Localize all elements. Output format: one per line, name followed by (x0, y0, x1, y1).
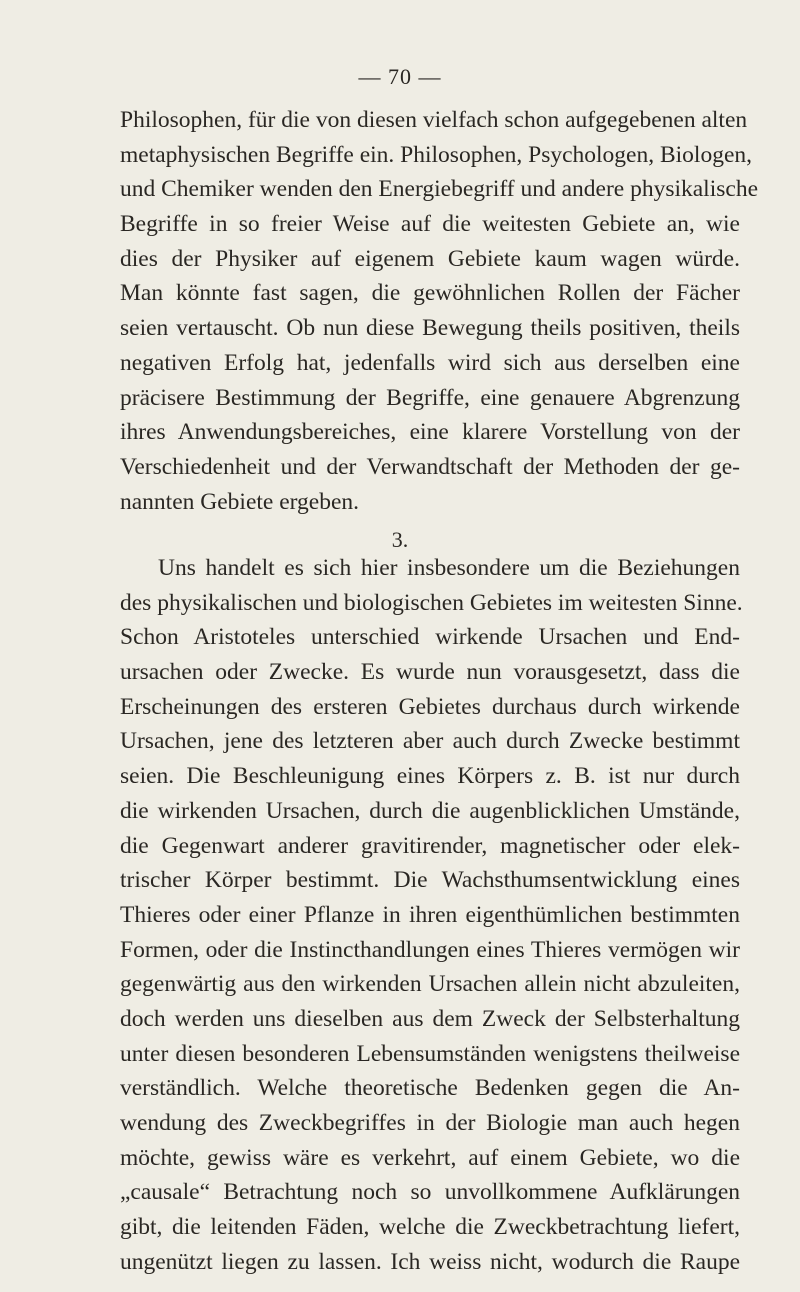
text-line: „causale“ Betrachtung noch so unvollkommene Aufklärungen (120, 1179, 740, 1206)
text-line: seien. Die Beschleunigung eines Körpers z. B. ist nur durch (120, 763, 740, 790)
text-line: nannten Gebiete ergeben. (120, 488, 360, 515)
text-line: ihres Anwendungsbereiches, eine klarere Vorstellung von der (120, 419, 740, 446)
text-line: gegenwärtig aus den wirkenden Ursachen allein nicht abzuleiten, (120, 971, 740, 998)
text-line: Schon Aristoteles unterschied wirkende Ursachen und End- (120, 624, 740, 651)
text-line: doch werden uns dieselben aus dem Zweck der Selbsterhaltung (120, 1005, 740, 1032)
paragraph-2 (120, 551, 743, 1279)
text-line: seien vertauscht. Ob nun diese Bewegung theils positiven, theils (120, 315, 740, 342)
text-line: Begriffe in so freier Weise auf die weitesten Gebiete an, wie (120, 211, 740, 238)
text-line: Verschiedenheit und der Verwandtschaft der Methoden der ge- (120, 453, 740, 480)
text-line: negativen Erfolg hat, jedenfalls wird sich aus derselben eine (120, 349, 740, 376)
text-line: Formen, oder die Instincthandlungen eines Thieres vermögen wir (120, 936, 740, 963)
text-line: trischer Körper bestimmt. Die Wachsthumsentwicklung eines (120, 867, 740, 894)
text-line: unter diesen besonderen Lebensumständen wenigstens theilweise (120, 1040, 740, 1067)
text-line: des physikalischen und biologischen Gebietes im weitesten Sinne. (120, 589, 743, 616)
text-line: Man könnte fast sagen, die gewöhnlichen Rollen der Fächer (120, 280, 740, 307)
text-line: möchte, gewiss wäre es verkehrt, auf einem Gebiete, wo die (120, 1144, 740, 1171)
text-line: die Gegenwart anderer gravitirender, magnetischer oder elek- (120, 832, 740, 859)
text-line: Philosophen, für die von diesen vielfach schon aufgegebenen alten (120, 107, 748, 133)
text-line: die wirkenden Ursachen, durch die augenblicklichen Umstände, (120, 797, 740, 824)
text-line: dies der Physiker auf eigenem Gebiete kaum wagen würde. (120, 245, 740, 272)
text-line: Uns handelt es sich hier insbesondere um die Beziehungen (158, 555, 740, 581)
text-line: verständlich. Welche theoretische Bedenken gegen die An- (120, 1075, 740, 1102)
text-line: ungenützt liegen zu lassen. Ich weiss nicht, wodurch die Raupe (120, 1248, 740, 1275)
text-line: Thieres oder einer Pflanze in ihren eigenthümlichen bestimmten (120, 901, 740, 928)
text-line: metaphysischen Begriffe ein. Philosophen, Psychologen, Biologen, (120, 141, 753, 168)
page-number: — 70 — (358, 64, 442, 89)
paragraph-1 (120, 103, 758, 519)
section-number: 3. (391, 527, 409, 552)
text-line: Ursachen, jene des letzteren aber auch durch Zwecke bestimmt (120, 728, 740, 755)
text-line: wendung des Zweckbegriffes in der Biologie man auch hegen (120, 1110, 740, 1136)
text-line: ursachen oder Zwecke. Es wurde nun vorausgesetzt, dass die (120, 659, 740, 686)
text-line: und Chemiker wenden den Energiebegriff und andere physikalische (120, 176, 758, 203)
text-line: Erscheinungen des ersteren Gebietes durchaus durch wirkende (120, 693, 740, 720)
text-line: gibt, die leitenden Fäden, welche die Zweckbetrachtung liefert, (120, 1214, 740, 1241)
text-line: präcisere Bestimmung der Begriffe, eine genauere Abgrenzung (120, 384, 740, 411)
